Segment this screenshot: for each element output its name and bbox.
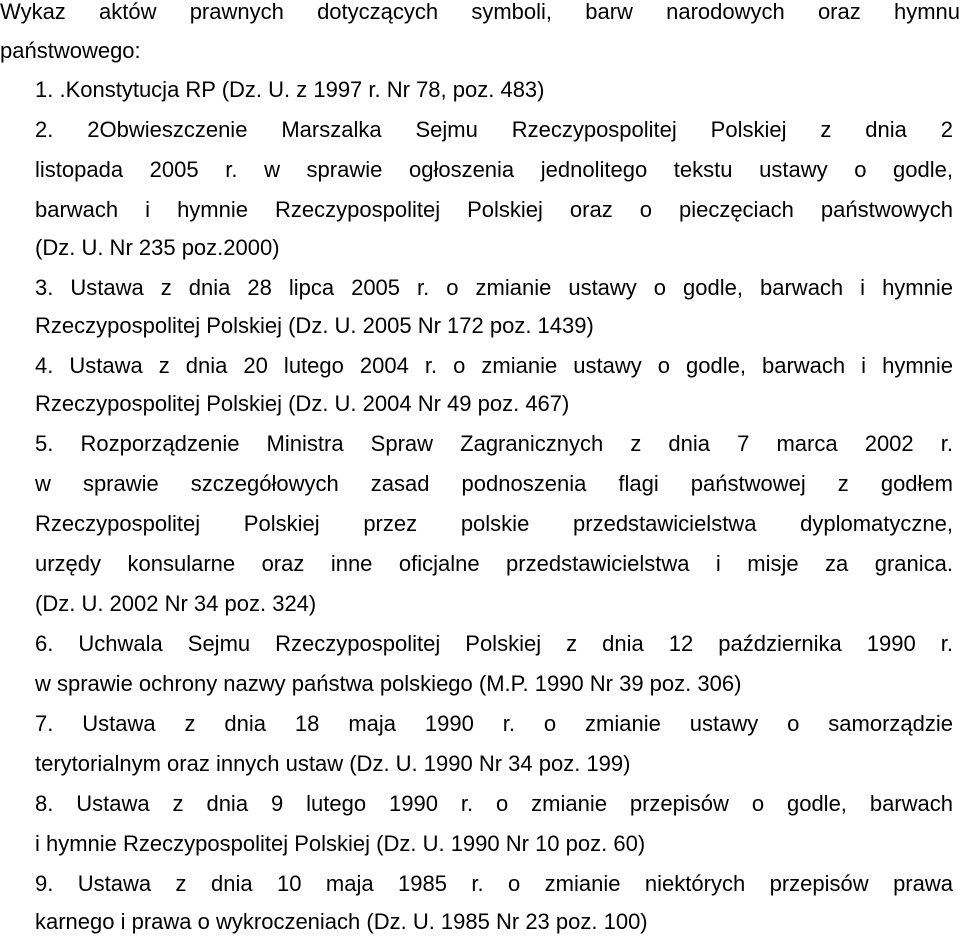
list-item-6-cont: w sprawie ochrony nazwy państwa polskiego (M.P. 1990 Nr 39 poz. 306) [35, 671, 742, 696]
list-item-9: 9. Ustawa z dnia 10 maja 1985 r. o zmianie niektórych przepisów prawa [35, 871, 953, 896]
list-item-5: 5. Rozporządzenie Ministra Spraw Zagranicznych z dnia 7 marca 2002 r. [35, 431, 953, 456]
list-item-8-cont: i hymnie Rzeczypospolitej Polskiej (Dz. U. 1990 Nr 10 poz. 60) [35, 831, 646, 856]
list-item-2: 2. 2Obwieszczenie Marszalka Sejmu Rzeczypospolitej Polskiej z dnia 2 [35, 117, 953, 142]
list-item-2-cont: listopada 2005 r. w sprawie ogłoszenia jednolitego tekstu ustawy o godle, [35, 157, 953, 182]
list-item-5-cont: (Dz. U. 2002 Nr 34 poz. 324) [35, 591, 317, 616]
list-item-7: 7. Ustawa z dnia 18 maja 1990 r. o zmianie ustawy o samorządzie [35, 711, 953, 736]
list-item-3-cont: Rzeczypospolitej Polskiej (Dz. U. 2005 Nr 172 poz. 1439) [35, 313, 594, 338]
list-item-2-cont: barwach i hymnie Rzeczypospolitej Polskiej oraz o pieczęciach państwowych [35, 197, 953, 222]
list-item-4: 4. Ustawa z dnia 20 lutego 2004 r. o zmianie ustawy o godle, barwach i hymnie [35, 353, 953, 378]
list-item-4-cont: Rzeczypospolitej Polskiej (Dz. U. 2004 Nr 49 poz. 467) [35, 391, 570, 416]
list-item-3: 3. Ustawa z dnia 28 lipca 2005 r. o zmianie ustawy o godle, barwach i hymnie [35, 275, 953, 300]
intro-line: Wykaz aktów prawnych dotyczących symboli, barw narodowych oraz hymnu [0, 0, 960, 24]
list-item-5-cont: w sprawie szczegółowych zasad podnoszenia flagi państwowej z godłem [35, 471, 953, 496]
list-item-6: 6. Uchwala Sejmu Rzeczypospolitej Polskiej z dnia 12 października 1990 r. [35, 631, 953, 656]
list-item-9-cont: karnego i prawa o wykroczeniach (Dz. U. 1985 Nr 23 poz. 100) [35, 909, 648, 934]
list-item-7-cont: terytorialnym oraz innych ustaw (Dz. U. 1990 Nr 34 poz. 199) [35, 751, 631, 776]
intro-line: państwowego: [0, 38, 141, 63]
list-item-1: 1. .Konstytucja RP (Dz. U. z 1997 r. Nr 78, poz. 483) [35, 77, 545, 102]
list-item-5-cont: urzędy konsularne oraz inne oficjalne przedstawicielstwa i misje za granica. [35, 551, 953, 576]
list-item-2-cont: (Dz. U. Nr 235 poz.2000) [35, 235, 280, 260]
list-item-8: 8. Ustawa z dnia 9 lutego 1990 r. o zmianie przepisów o godle, barwach [35, 791, 953, 816]
list-item-5-cont: Rzeczypospolitej Polskiej przez polskie przedstawicielstwa dyplomatyczne, [35, 511, 953, 536]
